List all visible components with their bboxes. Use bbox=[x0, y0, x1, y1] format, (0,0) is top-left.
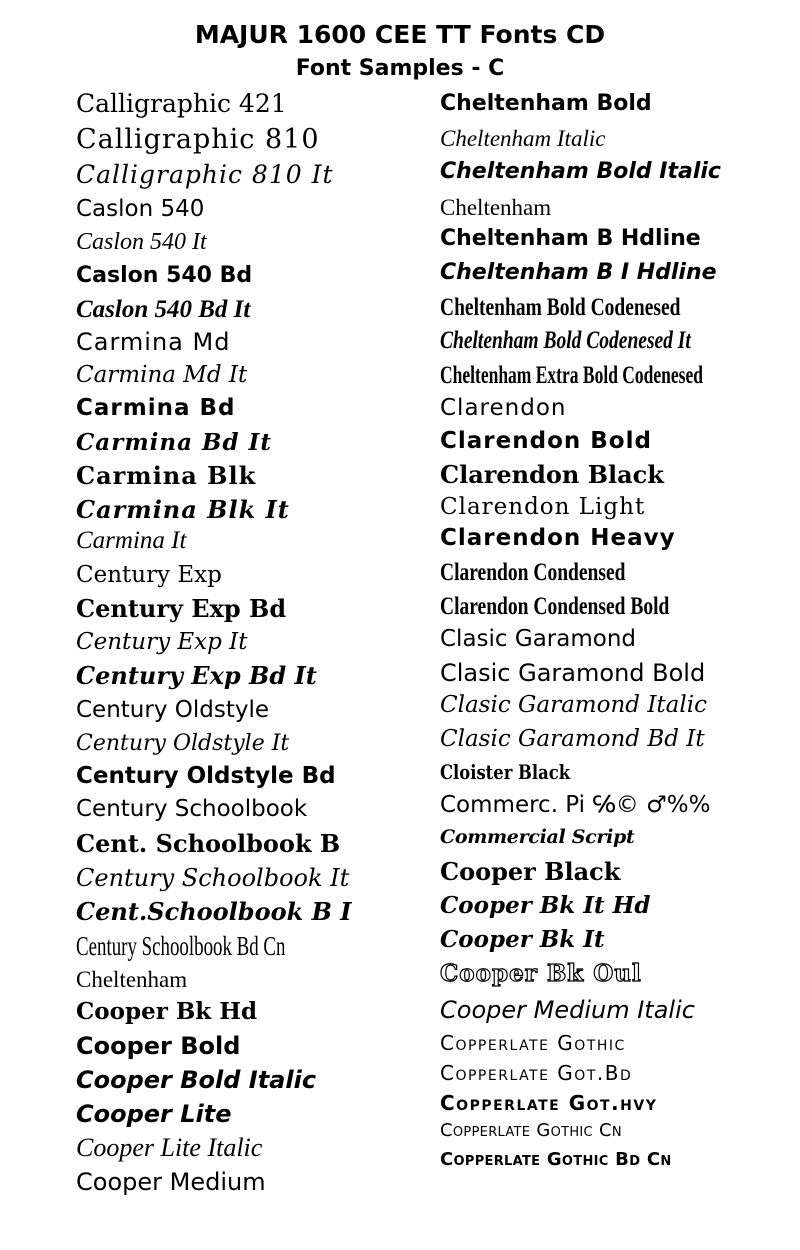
font-sample-century-exp-it: Century Exp It bbox=[76, 629, 248, 655]
font-sample-cheltenham-b-i-hdline: Cheltenham B I Hdline bbox=[440, 260, 717, 285]
font-sample-carmina-blk: Carmina Blk bbox=[76, 461, 257, 490]
font-sample-clarendon: Clarendon bbox=[440, 395, 567, 421]
font-sample-cent-schoolbook-b-i: Cent.Schoolbook B I bbox=[76, 897, 352, 926]
font-sample-cheltenham: Cheltenham bbox=[76, 967, 188, 992]
font-sample-century-oldstyle-bd: Century Oldstyle Bd bbox=[76, 763, 336, 789]
font-sample-cooper-bold: Cooper Bold bbox=[76, 1032, 241, 1060]
font-sample-clarendon-black: Clarendon Black bbox=[440, 460, 664, 489]
font-sample-cheltenham-bold-italic: Cheltenham Bold Italic bbox=[440, 159, 721, 184]
page-subtitle: Font Samples - C bbox=[295, 56, 505, 81]
font-sample-carmina-bd: Carmina Bd bbox=[76, 395, 236, 421]
font-sample-calligraphic-810: Calligraphic 810 bbox=[76, 124, 320, 155]
font-sample-cloister-black: Cloister Black bbox=[440, 760, 571, 784]
font-sample-carmina-it: Carmina It bbox=[76, 527, 187, 554]
font-sample-clasic-garamond: Clasic Garamond bbox=[440, 626, 636, 652]
font-sample-cheltenham-extra-bold-codenesed: Cheltenham Extra Bold Codenesed bbox=[440, 362, 704, 389]
font-sample-cent-schoolbook-b: Cent. Schoolbook B bbox=[76, 829, 341, 858]
font-sample-caslon-540-bd-it: Caslon 540 Bd It bbox=[76, 296, 251, 323]
font-sample-century-schoolbook-bd-cn: Century Schoolbook Bd Cn bbox=[76, 931, 286, 961]
font-sample-clarendon-light: Clarendon Light bbox=[440, 494, 646, 520]
font-sample-cheltenham-bold-codenesed-it: Cheltenham Bold Codenesed It bbox=[440, 327, 691, 354]
font-sample-calligraphic-810-it: Calligraphic 810 It bbox=[76, 160, 334, 189]
font-sample-carmina-md: Carmina Md bbox=[76, 328, 231, 356]
font-sample-caslon-540-it: Caslon 540 It bbox=[76, 229, 207, 255]
font-sample-cooper-medium-italic: Cooper Medium Italic bbox=[440, 996, 695, 1024]
font-sample-clarendon-heavy: Clarendon Heavy bbox=[440, 525, 676, 551]
font-sample-clasic-garamond-bd-it: Clasic Garamond Bd It bbox=[440, 726, 705, 752]
font-sample-commercial-script: Commercial Script bbox=[440, 826, 635, 848]
font-sample-clarendon-condensed: Clarendon Condensed bbox=[440, 559, 626, 586]
font-sample-cooper-bk-it: Cooper Bk It bbox=[440, 926, 605, 953]
font-sample-copperlate-got-hvy: Copperlate Got.hvy bbox=[440, 1091, 658, 1115]
font-sample-century-exp-bd: Century Exp Bd bbox=[76, 594, 287, 623]
font-sample-cooper-bk-oul: Cooper Bk Oul bbox=[440, 960, 642, 987]
font-sample-caslon-540: Caslon 540 bbox=[76, 196, 205, 222]
page-title: MAJUR 1600 CEE TT Fonts CD bbox=[194, 20, 606, 49]
font-sample-copperlate-gothic-bd-cn: Copperlate Gothic Bd Cn bbox=[440, 1149, 672, 1170]
font-sample-cheltenham-b-hdline: Cheltenham B Hdline bbox=[440, 226, 701, 251]
font-sample-cooper-bk-it-hd: Cooper Bk It Hd bbox=[440, 892, 651, 919]
font-sample-clarendon-bold: Clarendon Bold bbox=[440, 428, 652, 454]
font-sample-clarendon-condensed-bold: Clarendon Condensed Bold bbox=[440, 593, 670, 620]
font-sample-century-schoolbook: Century Schoolbook bbox=[76, 796, 308, 822]
font-sample-cooper-bold-italic: Cooper Bold Italic bbox=[76, 1066, 317, 1094]
font-sample-copperlate-gothic: Copperlate Gothic bbox=[440, 1031, 626, 1055]
font-sample-commerc-pi: Commerc. Pi ℅© ♂%% bbox=[440, 792, 711, 818]
font-sample-century-exp-bd-it: Century Exp Bd It bbox=[76, 661, 317, 690]
font-sample-cooper-bk-hd: Cooper Bk Hd bbox=[76, 998, 258, 1025]
font-sample-carmina-bd-it: Carmina Bd It bbox=[76, 429, 272, 456]
font-sample-cheltenham-bold-codenesed: Cheltenham Bold Codenesed bbox=[440, 294, 681, 321]
font-sample-carmina-blk-it: Carmina Blk It bbox=[76, 495, 290, 524]
font-sample-century-oldstyle-it: Century Oldstyle It bbox=[76, 731, 290, 756]
font-sample-century-exp: Century Exp bbox=[76, 562, 222, 588]
font-sample-clasic-garamond-bold: Clasic Garamond Bold bbox=[440, 659, 706, 687]
font-sample-century-schoolbook-it: Century Schoolbook It bbox=[76, 864, 350, 892]
font-sample-cheltenham-2: Cheltenham bbox=[440, 195, 552, 220]
font-sample-carmina-md-it: Carmina Md It bbox=[76, 362, 248, 388]
font-sample-cheltenham-italic: Cheltenham Italic bbox=[440, 126, 606, 151]
font-sample-cooper-black: Cooper Black bbox=[440, 857, 621, 886]
font-sample-century-oldstyle: Century Oldstyle bbox=[76, 697, 270, 723]
font-sample-caslon-540-bd: Caslon 540 Bd bbox=[76, 263, 253, 288]
font-sample-clasic-garamond-italic: Clasic Garamond Italic bbox=[440, 692, 707, 718]
font-sample-cooper-lite: Cooper Lite bbox=[76, 1100, 232, 1128]
font-sample-cooper-lite-italic: Cooper Lite Italic bbox=[76, 1133, 263, 1162]
font-sample-cooper-medium: Cooper Medium bbox=[76, 1168, 266, 1196]
font-sample-calligraphic-421: Calligraphic 421 bbox=[76, 89, 287, 118]
font-sample-copperlate-gothic-cn: Copperlate Gothic Cn bbox=[440, 1120, 622, 1141]
font-sample-cheltenham-bold: Cheltenham Bold bbox=[440, 91, 652, 116]
font-sample-copperlate-got-bd: Copperlate Got.Bd bbox=[440, 1061, 633, 1085]
